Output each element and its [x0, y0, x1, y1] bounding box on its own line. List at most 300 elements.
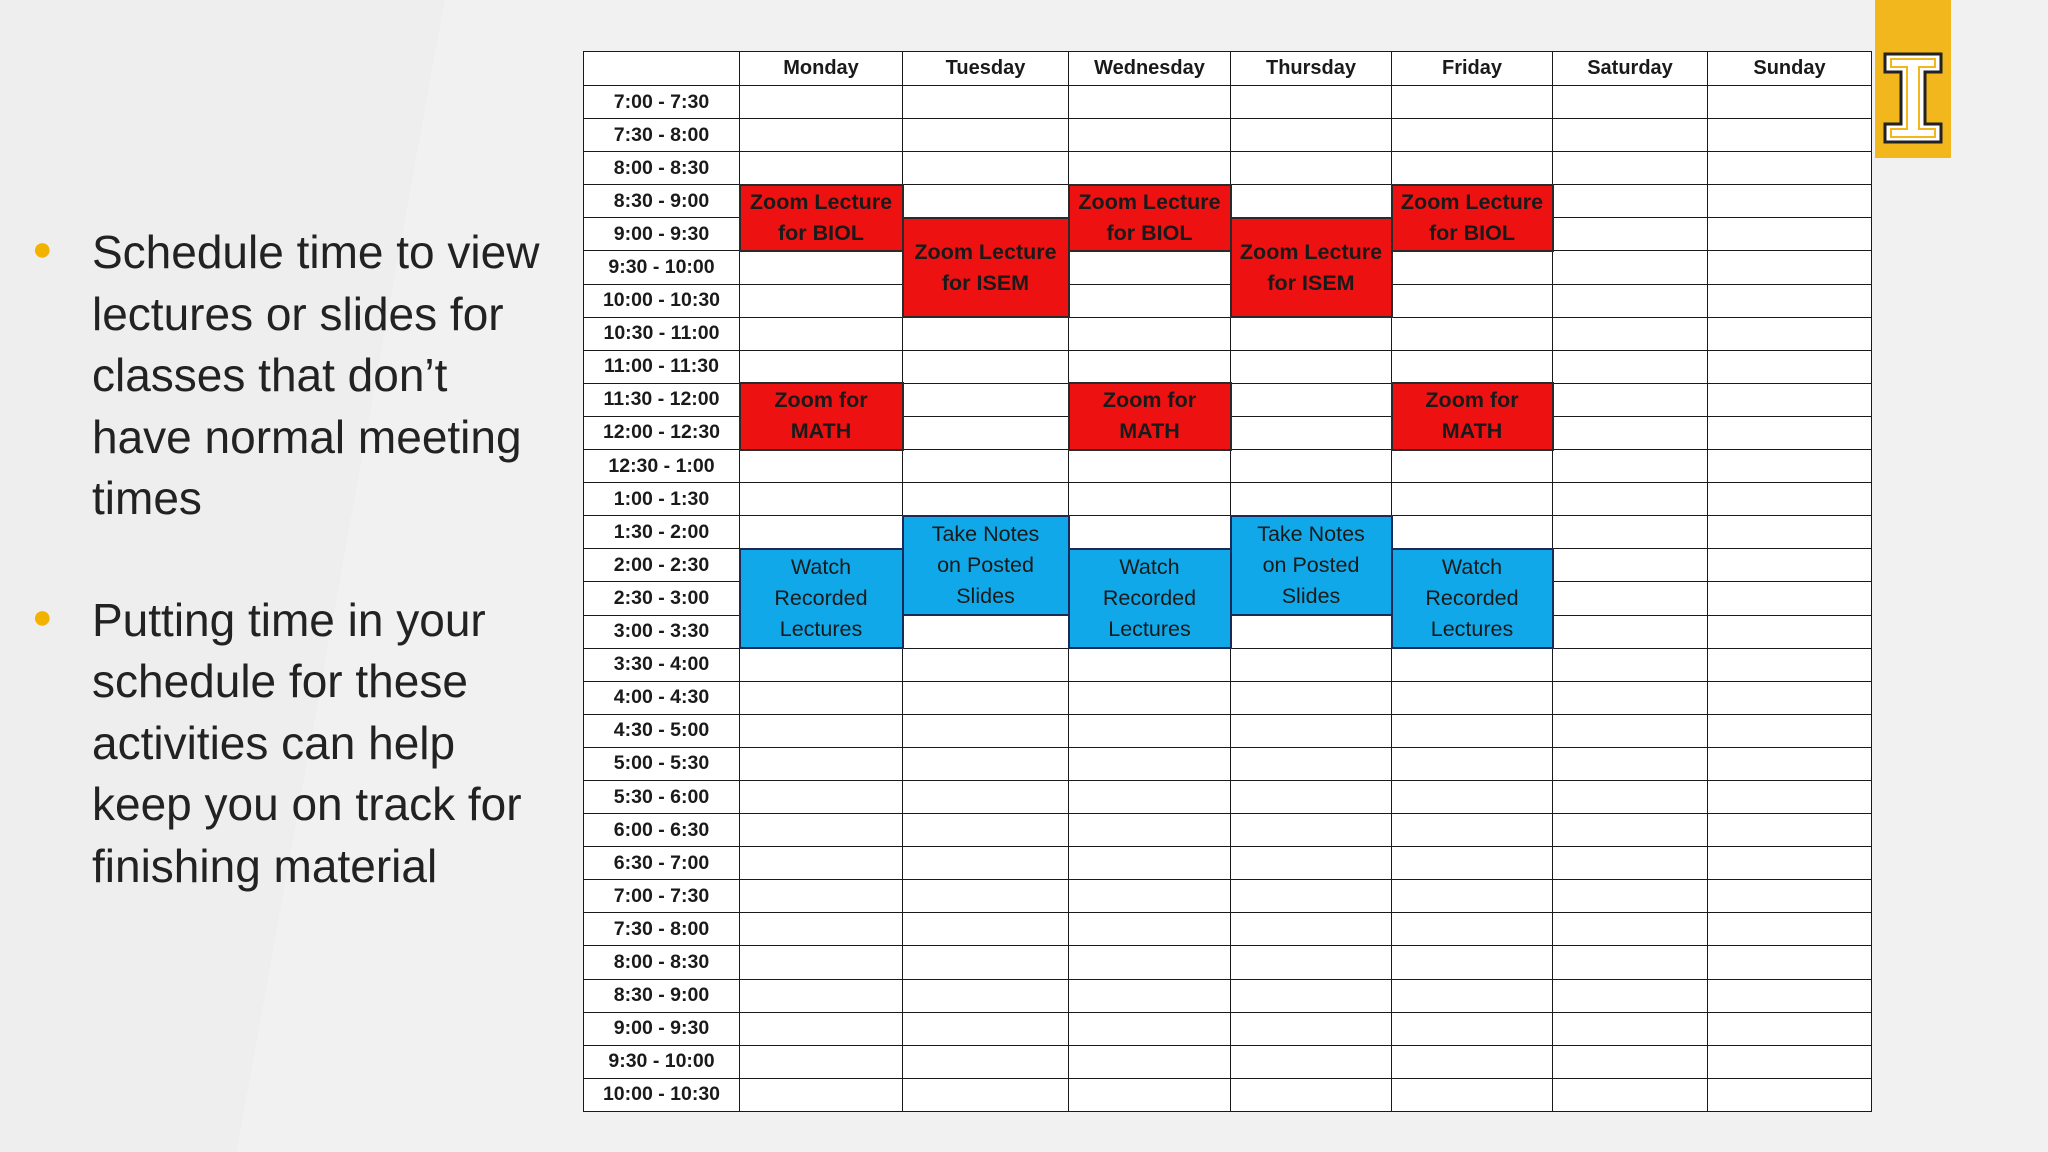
schedule-cell[interactable]: [1231, 780, 1392, 813]
schedule-cell[interactable]: [740, 350, 903, 383]
schedule-cell[interactable]: [1069, 714, 1231, 747]
schedule-cell[interactable]: [1392, 847, 1553, 880]
time-row: [584, 450, 1872, 483]
bullet-list: [30, 222, 550, 897]
schedule-cell[interactable]: [1231, 383, 1392, 416]
schedule-cell[interactable]: [1069, 516, 1231, 549]
event-label-line: Take Notes: [1257, 521, 1365, 546]
schedule-cell[interactable]: [1392, 1078, 1553, 1111]
event-label: [932, 519, 1040, 612]
schedule-cell[interactable]: [903, 317, 1069, 350]
schedule-cell[interactable]: [1392, 814, 1553, 847]
schedule-cell[interactable]: [1708, 383, 1872, 416]
schedule-cell[interactable]: [1708, 483, 1872, 516]
time-slot-label: 9:30 - 10:00: [584, 251, 740, 284]
event-label-line: for BIOL: [1106, 220, 1193, 245]
event-block-zoom[interactable]: [739, 184, 904, 252]
event-label-line: for ISEM: [1267, 270, 1355, 295]
schedule-cell[interactable]: [903, 383, 1069, 416]
schedule-cell[interactable]: [1553, 450, 1708, 483]
schedule-cell[interactable]: [1231, 1012, 1392, 1045]
time-slot-label: 8:30 - 9:00: [584, 185, 740, 218]
schedule-cell[interactable]: [740, 648, 903, 681]
schedule-cell[interactable]: [1553, 483, 1708, 516]
schedule-cell[interactable]: [1553, 714, 1708, 747]
schedule-cell[interactable]: [1708, 615, 1872, 648]
schedule-cell[interactable]: [903, 86, 1069, 119]
event-label-line: MATH: [1441, 419, 1503, 444]
event-block-zoom[interactable]: [739, 382, 904, 450]
schedule-cell[interactable]: [1392, 152, 1553, 185]
time-slot-label: 9:00 - 9:30: [584, 1012, 740, 1045]
schedule-cell[interactable]: [903, 880, 1069, 913]
time-slot-label: 6:00 - 6:30: [584, 814, 740, 847]
schedule-cell[interactable]: [1392, 450, 1553, 483]
schedule-cell[interactable]: [903, 152, 1069, 185]
time-row: [584, 119, 1872, 152]
time-slot-label: 4:00 - 4:30: [584, 681, 740, 714]
schedule-cell[interactable]: [1069, 450, 1231, 483]
event-block-zoom[interactable]: [1068, 184, 1232, 252]
schedule-cell[interactable]: [1708, 681, 1872, 714]
schedule-cell[interactable]: [1069, 681, 1231, 714]
time-row: [584, 946, 1872, 979]
schedule-cell[interactable]: [1069, 1078, 1231, 1111]
schedule-cell[interactable]: [1069, 648, 1231, 681]
time-row: [584, 516, 1872, 549]
schedule-cell[interactable]: [740, 450, 903, 483]
schedule-cell[interactable]: [1392, 119, 1553, 152]
time-slot-label: 2:30 - 3:00: [584, 582, 740, 615]
event-label: [1401, 187, 1543, 249]
schedule-cell[interactable]: [1708, 780, 1872, 813]
time-row: [584, 880, 1872, 913]
event-label: [1257, 519, 1365, 612]
schedule-cell[interactable]: [1553, 152, 1708, 185]
schedule-cell[interactable]: [1708, 350, 1872, 383]
schedule-cell[interactable]: [740, 880, 903, 913]
schedule-cell[interactable]: [1553, 847, 1708, 880]
time-slot-label: 8:00 - 8:30: [584, 946, 740, 979]
schedule-cell[interactable]: [1553, 185, 1708, 218]
schedule-cell[interactable]: [903, 1045, 1069, 1078]
schedule-cell[interactable]: [1392, 516, 1553, 549]
schedule-cell[interactable]: [903, 416, 1069, 449]
bullet-dot-icon: ●: [32, 230, 53, 268]
time-row: [584, 714, 1872, 747]
schedule-cell[interactable]: [1708, 1012, 1872, 1045]
schedule-cell[interactable]: [903, 913, 1069, 946]
schedule-cell[interactable]: [1392, 1045, 1553, 1078]
schedule-cell[interactable]: [903, 1078, 1069, 1111]
schedule-cell[interactable]: [1553, 516, 1708, 549]
day-header-wednesday: Wednesday: [1069, 52, 1231, 86]
schedule-cell[interactable]: [1708, 648, 1872, 681]
schedule-cell[interactable]: [903, 681, 1069, 714]
schedule-cell[interactable]: [1708, 847, 1872, 880]
event-block-study[interactable]: [1068, 548, 1232, 649]
schedule-cell[interactable]: [903, 714, 1069, 747]
schedule-cell[interactable]: [1069, 1012, 1231, 1045]
bullet-item: [30, 590, 550, 898]
schedule-cell[interactable]: [740, 119, 903, 152]
schedule-cell[interactable]: [1553, 1045, 1708, 1078]
schedule-cell[interactable]: [740, 251, 903, 284]
schedule-cell[interactable]: [903, 780, 1069, 813]
day-header-tuesday: Tuesday: [903, 52, 1069, 86]
schedule-cell[interactable]: [903, 814, 1069, 847]
schedule-cell[interactable]: [1069, 86, 1231, 119]
event-label-line: Zoom for: [1102, 388, 1197, 413]
event-label-line: Watch: [790, 554, 852, 579]
time-slot-label: 9:00 - 9:30: [584, 218, 740, 251]
schedule-cell[interactable]: [1708, 913, 1872, 946]
event-label-line: Zoom for: [1425, 388, 1519, 413]
schedule-cell[interactable]: [1553, 648, 1708, 681]
bullet-dot-icon: ●: [32, 597, 53, 636]
event-block-zoom[interactable]: [1391, 184, 1554, 252]
schedule-cell[interactable]: [1392, 86, 1553, 119]
schedule-cell[interactable]: [1708, 582, 1872, 615]
schedule-cell[interactable]: [1231, 483, 1392, 516]
schedule-cell[interactable]: [903, 648, 1069, 681]
event-label-line: Lectures: [1108, 616, 1191, 641]
time-row: [584, 1012, 1872, 1045]
time-row: [584, 1045, 1872, 1078]
time-row: [584, 152, 1872, 185]
day-header-thursday: Thursday: [1231, 52, 1392, 86]
schedule-cell[interactable]: [1231, 814, 1392, 847]
time-slot-label: 10:30 - 11:00: [584, 317, 740, 350]
schedule-cell[interactable]: [1708, 1078, 1872, 1111]
schedule-cell[interactable]: [1553, 747, 1708, 780]
time-slot-label: 9:30 - 10:00: [584, 1045, 740, 1078]
schedule-cell[interactable]: [1392, 1012, 1553, 1045]
schedule-cell[interactable]: [740, 317, 903, 350]
schedule-cell[interactable]: [1231, 648, 1392, 681]
event-label-line: on Posted: [1262, 552, 1360, 577]
schedule-cell[interactable]: [1231, 1078, 1392, 1111]
schedule-cell[interactable]: [1553, 549, 1708, 582]
schedule-cell[interactable]: [1708, 747, 1872, 780]
schedule-cell[interactable]: [903, 747, 1069, 780]
schedule-cell[interactable]: [1708, 86, 1872, 119]
time-slot-label: 10:00 - 10:30: [584, 284, 740, 317]
schedule-cell[interactable]: [740, 814, 903, 847]
schedule-cell[interactable]: [903, 946, 1069, 979]
schedule-cell[interactable]: [1553, 780, 1708, 813]
schedule-cell[interactable]: [903, 350, 1069, 383]
schedule-cell[interactable]: [740, 483, 903, 516]
event-label-line: Recorded: [774, 585, 868, 610]
time-row: [584, 284, 1872, 317]
schedule-cell[interactable]: [1392, 681, 1553, 714]
schedule-cell[interactable]: [1553, 350, 1708, 383]
time-row: [584, 913, 1872, 946]
time-slot-label: 4:30 - 5:00: [584, 714, 740, 747]
schedule-cell[interactable]: [740, 1012, 903, 1045]
day-header-monday: Monday: [740, 52, 903, 86]
schedule-cell[interactable]: [1708, 880, 1872, 913]
time-row: [584, 483, 1872, 516]
schedule-cell[interactable]: [740, 714, 903, 747]
schedule-cell[interactable]: [1231, 119, 1392, 152]
schedule-cell[interactable]: [740, 979, 903, 1012]
schedule-cell[interactable]: [1069, 1045, 1231, 1078]
day-header-saturday: Saturday: [1553, 52, 1708, 86]
schedule-cell[interactable]: [1708, 714, 1872, 747]
time-row: [584, 814, 1872, 847]
schedule-cell[interactable]: [1231, 185, 1392, 218]
schedule-cell[interactable]: [1231, 714, 1392, 747]
schedule-cell[interactable]: [1231, 317, 1392, 350]
schedule-cell[interactable]: [1708, 516, 1872, 549]
time-row: [584, 780, 1872, 813]
schedule-cell[interactable]: [1231, 946, 1392, 979]
schedule-cell[interactable]: [1231, 681, 1392, 714]
time-slot-label: 12:00 - 12:30: [584, 416, 740, 449]
schedule-cell[interactable]: [1553, 416, 1708, 449]
schedule-cell[interactable]: [740, 86, 903, 119]
schedule-header-row: [584, 52, 1872, 86]
schedule-cell[interactable]: [1392, 979, 1553, 1012]
schedule-cell[interactable]: [1392, 251, 1553, 284]
schedule-cell[interactable]: [1069, 251, 1231, 284]
schedule-cell[interactable]: [1231, 86, 1392, 119]
time-slot-label: 11:00 - 11:30: [584, 350, 740, 383]
schedule-cell[interactable]: [1069, 317, 1231, 350]
schedule-cell[interactable]: [1069, 350, 1231, 383]
time-slot-label: 3:30 - 4:00: [584, 648, 740, 681]
schedule-cell[interactable]: [1392, 747, 1553, 780]
event-label: [1425, 385, 1518, 447]
event-label-line: Watch: [1119, 554, 1180, 579]
schedule-cell[interactable]: [1392, 317, 1553, 350]
schedule-cell[interactable]: [1069, 880, 1231, 913]
schedule-cell[interactable]: [740, 152, 903, 185]
event-block-study[interactable]: [739, 548, 904, 649]
schedule-cell[interactable]: [1708, 814, 1872, 847]
time-row: [584, 648, 1872, 681]
event-label: [1103, 552, 1196, 645]
event-label-line: on Posted: [937, 552, 1034, 577]
schedule-cell[interactable]: [1231, 450, 1392, 483]
schedule-cell[interactable]: [903, 483, 1069, 516]
time-row: [584, 747, 1872, 780]
schedule-cell[interactable]: [1708, 946, 1872, 979]
schedule-cell[interactable]: [1553, 582, 1708, 615]
event-label: [1078, 187, 1220, 249]
schedule-cell[interactable]: [1553, 880, 1708, 913]
schedule-cell[interactable]: [1069, 483, 1231, 516]
schedule-cell[interactable]: [903, 450, 1069, 483]
schedule-cell[interactable]: [1553, 913, 1708, 946]
schedule-cell[interactable]: [1392, 483, 1553, 516]
schedule-cell[interactable]: [1553, 119, 1708, 152]
event-block-study[interactable]: [902, 515, 1070, 616]
schedule-cell[interactable]: [1231, 152, 1392, 185]
event-label-line: Zoom Lecture: [1078, 189, 1221, 214]
time-row: [584, 86, 1872, 119]
time-row: [584, 681, 1872, 714]
schedule-cell[interactable]: [1708, 549, 1872, 582]
event-label-line: Watch: [1441, 554, 1503, 579]
schedule-cell[interactable]: [1069, 979, 1231, 1012]
schedule-cell[interactable]: [1392, 780, 1553, 813]
schedule-cell[interactable]: [1553, 251, 1708, 284]
time-row: [584, 979, 1872, 1012]
schedule-cell[interactable]: [1392, 714, 1553, 747]
schedule-cell[interactable]: [1708, 979, 1872, 1012]
schedule-cell[interactable]: [1231, 880, 1392, 913]
schedule-cell[interactable]: [1069, 946, 1231, 979]
schedule-cell[interactable]: [1231, 913, 1392, 946]
event-label-line: Take Notes: [931, 521, 1040, 546]
event-label-line: for BIOL: [778, 220, 864, 245]
event-label-line: MATH: [1119, 419, 1180, 444]
schedule-cell[interactable]: [1392, 284, 1553, 317]
schedule-cell[interactable]: [1231, 747, 1392, 780]
schedule-cell[interactable]: [1553, 383, 1708, 416]
event-label: [774, 552, 867, 645]
block-i-logo-icon: [1881, 50, 1945, 146]
schedule-cell[interactable]: [1069, 152, 1231, 185]
schedule-cell[interactable]: [740, 681, 903, 714]
schedule-cell[interactable]: [1708, 416, 1872, 449]
event-label: [1425, 552, 1518, 645]
schedule-cell[interactable]: [1553, 979, 1708, 1012]
event-block-zoom[interactable]: [1391, 382, 1554, 450]
event-label: [750, 187, 892, 249]
schedule-cell[interactable]: [1553, 1012, 1708, 1045]
time-slot-label: 3:00 - 3:30: [584, 615, 740, 648]
schedule-cell[interactable]: [740, 1045, 903, 1078]
schedule-cell[interactable]: [740, 747, 903, 780]
schedule-cell[interactable]: [1231, 979, 1392, 1012]
schedule-cell[interactable]: [1069, 913, 1231, 946]
schedule-cell[interactable]: [740, 946, 903, 979]
schedule-cell[interactable]: [903, 979, 1069, 1012]
schedule-cell[interactable]: [1553, 615, 1708, 648]
schedule-cell[interactable]: [1553, 218, 1708, 251]
schedule-cell[interactable]: [1069, 814, 1231, 847]
schedule-cell[interactable]: [1708, 1045, 1872, 1078]
schedule-cell[interactable]: [740, 1078, 903, 1111]
schedule-cell[interactable]: [740, 847, 903, 880]
schedule-cell[interactable]: [740, 780, 903, 813]
schedule-cell[interactable]: [1392, 913, 1553, 946]
schedule-cell[interactable]: [1231, 847, 1392, 880]
event-label-line: Lectures: [779, 616, 863, 641]
schedule-cell[interactable]: [1392, 946, 1553, 979]
schedule-cell[interactable]: [1708, 218, 1872, 251]
event-label-line: Zoom Lecture: [914, 239, 1057, 264]
time-slot-label: 1:00 - 1:30: [584, 483, 740, 516]
schedule-cell[interactable]: [1231, 350, 1392, 383]
event-label-line: MATH: [790, 419, 852, 444]
time-slot-label: 12:30 - 1:00: [584, 450, 740, 483]
event-label: [1103, 385, 1196, 447]
schedule-cell[interactable]: [1392, 648, 1553, 681]
event-block-zoom[interactable]: [1068, 382, 1232, 450]
schedule-cell[interactable]: [740, 516, 903, 549]
schedule-cell[interactable]: [1069, 747, 1231, 780]
schedule-cell[interactable]: [1553, 946, 1708, 979]
time-slot-label: 8:00 - 8:30: [584, 152, 740, 185]
schedule-cell[interactable]: [1708, 450, 1872, 483]
schedule-cell[interactable]: [1553, 284, 1708, 317]
event-label-line: Lectures: [1430, 616, 1514, 641]
event-label-line: for ISEM: [941, 270, 1030, 295]
schedule-cell[interactable]: [903, 847, 1069, 880]
event-label: [774, 385, 867, 447]
schedule-cell[interactable]: [1069, 780, 1231, 813]
schedule-cell[interactable]: [1069, 847, 1231, 880]
time-slot-label: 1:30 - 2:00: [584, 516, 740, 549]
event-block-zoom[interactable]: [902, 217, 1070, 318]
schedule-cell[interactable]: [1708, 185, 1872, 218]
schedule-cell[interactable]: [1553, 317, 1708, 350]
time-row: [584, 847, 1872, 880]
event-block-zoom[interactable]: [1230, 217, 1393, 318]
time-slot-label: 8:30 - 9:00: [584, 979, 740, 1012]
event-label-line: Zoom Lecture: [749, 189, 893, 214]
schedule-cell[interactable]: [1708, 317, 1872, 350]
time-slot-label: 10:00 - 10:30: [584, 1078, 740, 1111]
schedule-cell[interactable]: [903, 615, 1069, 648]
schedule-cell[interactable]: [1708, 251, 1872, 284]
schedule-cell[interactable]: [903, 119, 1069, 152]
time-slot-label: 7:30 - 8:00: [584, 913, 740, 946]
event-label: [914, 237, 1056, 299]
event-label-line: Zoom Lecture: [1400, 189, 1544, 214]
schedule-cell[interactable]: [903, 185, 1069, 218]
schedule-cell[interactable]: [1231, 615, 1392, 648]
schedule-cell[interactable]: [1553, 814, 1708, 847]
schedule-cell[interactable]: [1392, 350, 1553, 383]
schedule-cell[interactable]: [1708, 284, 1872, 317]
schedule-cell[interactable]: [1069, 119, 1231, 152]
schedule-cell[interactable]: [740, 284, 903, 317]
schedule-cell[interactable]: [1231, 416, 1392, 449]
time-slot-label: 5:30 - 6:00: [584, 780, 740, 813]
schedule-cell[interactable]: [740, 913, 903, 946]
day-header-sunday: Sunday: [1708, 52, 1872, 86]
event-label-line: Slides: [956, 583, 1015, 608]
schedule-cell[interactable]: [1708, 152, 1872, 185]
time-slot-label: 6:30 - 7:00: [584, 847, 740, 880]
university-logo: [1875, 0, 1951, 158]
time-slot-label: 11:30 - 12:00: [584, 383, 740, 416]
time-slot-label: 5:00 - 5:30: [584, 747, 740, 780]
event-block-study[interactable]: [1230, 515, 1393, 616]
schedule-cell[interactable]: [1708, 119, 1872, 152]
schedule-cell[interactable]: [1553, 86, 1708, 119]
schedule-cell[interactable]: [1553, 1078, 1708, 1111]
schedule-cell[interactable]: [1392, 880, 1553, 913]
time-row: [584, 251, 1872, 284]
event-block-study[interactable]: [1391, 548, 1554, 649]
schedule-cell[interactable]: [1231, 1045, 1392, 1078]
schedule-cell[interactable]: [1553, 681, 1708, 714]
schedule-cell[interactable]: [903, 1012, 1069, 1045]
bullet-item: [30, 222, 550, 530]
event-label-line: Recorded: [1102, 585, 1197, 610]
event-label-line: Recorded: [1425, 585, 1519, 610]
event-label-line: Zoom Lecture: [1239, 239, 1383, 264]
schedule-cell[interactable]: [1069, 284, 1231, 317]
event-label-line: Zoom for: [774, 388, 868, 413]
